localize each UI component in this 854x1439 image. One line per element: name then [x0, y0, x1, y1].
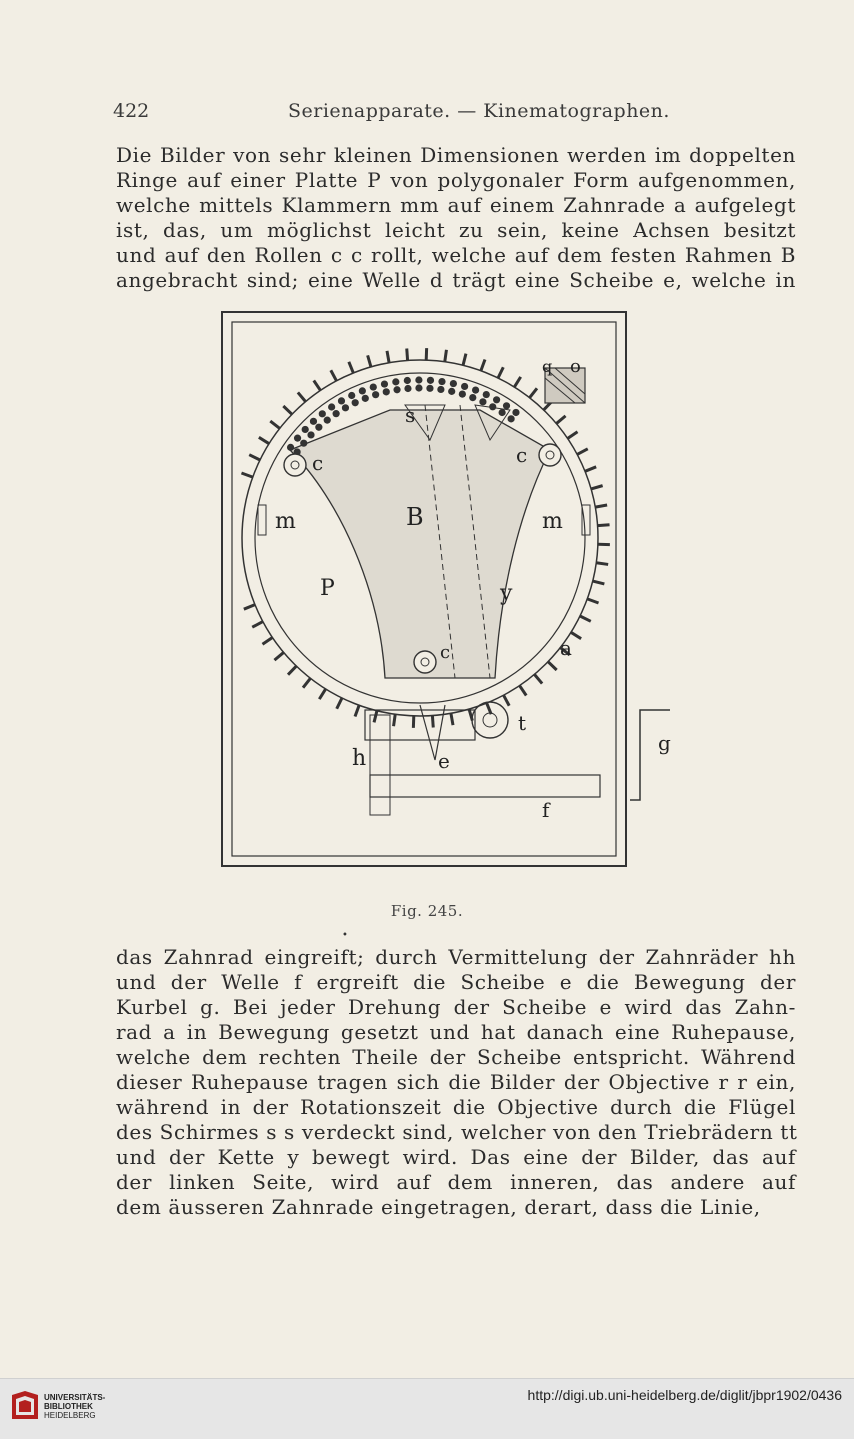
- roller-c-bottom: [414, 651, 436, 673]
- clamp-m-right: [582, 505, 590, 535]
- image-dot: [381, 380, 388, 387]
- image-dot: [415, 384, 422, 391]
- gear-tooth: [530, 388, 537, 397]
- label-m-left: m: [275, 509, 296, 534]
- gear-tooth: [407, 348, 408, 360]
- permalink-url[interactable]: http://digi.ub.uni-heidelberg.de/diglit/jbpr1902/0436: [528, 1387, 842, 1403]
- gear-tooth: [259, 437, 269, 443]
- gear-tooth: [241, 473, 252, 477]
- roller-c-right: [539, 444, 561, 466]
- gear-tooth: [577, 449, 588, 455]
- image-dot: [319, 410, 326, 417]
- image-dot: [499, 409, 506, 416]
- image-dot: [459, 391, 466, 398]
- logo-line: HEIDELBERG: [44, 1411, 105, 1420]
- image-dot: [493, 396, 500, 403]
- image-dot: [392, 378, 399, 385]
- gear-tooth: [288, 666, 296, 675]
- image-dot: [342, 404, 349, 411]
- text-line: und auf den Rollen c c rollt, welche auf dem festen Rahmen B: [116, 243, 796, 268]
- text-line: dieser Ruhepause tragen sich die Bilder der Objective r r ein,: [116, 1070, 796, 1095]
- image-dot: [300, 440, 307, 447]
- image-dot: [338, 397, 345, 404]
- gear-tooth: [283, 406, 292, 414]
- gear-tooth: [262, 638, 272, 645]
- text-line: das Zahnrad eingreift; durch Vermittelung der Zahnräder hh: [116, 945, 796, 970]
- image-dot: [438, 378, 445, 385]
- image-dot: [512, 409, 519, 416]
- page-number: 422: [113, 100, 149, 122]
- gear-tooth: [349, 362, 353, 373]
- logo-line: UNIVERSITÄTS-: [44, 1393, 105, 1402]
- text-line: angebracht sind; eine Welle d trägt eine Scheibe e, welche in: [116, 268, 796, 293]
- image-dot: [294, 435, 301, 442]
- gear-tooth: [394, 714, 396, 726]
- image-dot: [415, 376, 422, 383]
- image-dot: [333, 410, 340, 417]
- gear-tooth: [595, 505, 607, 507]
- gear-tooth: [314, 380, 321, 390]
- gear-tooth: [319, 689, 325, 699]
- image-dot: [469, 394, 476, 401]
- gear-tooth: [432, 716, 433, 728]
- label-h: h: [352, 746, 366, 771]
- viewer-footer: [0, 1378, 854, 1439]
- image-dot: [359, 387, 366, 394]
- logo-line: BIBLIOTHEK: [44, 1402, 105, 1411]
- text-line: welche mittels Klammern mm auf einem Zahnrade a aufgelegt: [116, 193, 796, 218]
- running-title: Serienapparate. — Kinematographen.: [288, 100, 670, 122]
- gear-tooth: [534, 674, 542, 683]
- label-e: e: [438, 749, 450, 773]
- label-q: q: [542, 357, 552, 376]
- gear-tooth: [331, 370, 337, 381]
- text-line: während in der Rotationszeit die Objective durch die Flügel: [116, 1095, 796, 1120]
- label-c-left: c: [312, 451, 323, 475]
- image-dot: [426, 385, 433, 392]
- image-dot: [310, 418, 317, 425]
- image-dot: [372, 391, 379, 398]
- text-line: dem äusseren Zahnrade eingetragen, derart, dass die Linie,: [116, 1195, 796, 1220]
- gear-tooth: [598, 525, 610, 526]
- library-logo[interactable]: [8, 1389, 118, 1429]
- image-dot: [302, 426, 309, 433]
- image-dot: [427, 377, 434, 384]
- image-dot: [508, 415, 515, 422]
- text-line: Ringe auf einer Platte P von polygonaler Form aufgenommen,: [116, 168, 796, 193]
- label-P: P: [320, 576, 335, 601]
- gear-tooth: [355, 705, 359, 716]
- shaft-f: [370, 775, 600, 797]
- gear-tooth: [596, 563, 608, 565]
- gear-h-stack: [370, 715, 390, 815]
- gear-tooth: [445, 350, 447, 362]
- gear-tooth: [244, 605, 255, 609]
- label-s: s: [405, 403, 415, 427]
- image-dot: [348, 392, 355, 399]
- gear-tooth: [274, 652, 283, 660]
- text-line: welche dem rechten Theile der Scheibe entspricht. Während: [116, 1045, 796, 1070]
- gear-tooth: [504, 695, 510, 706]
- gear-tooth: [481, 359, 485, 370]
- label-m-right: m: [542, 509, 563, 534]
- gear-tooth: [270, 421, 279, 428]
- text-line: und der Welle f ergreift die Scheibe e die Bewegung der: [116, 970, 796, 995]
- label-t: t: [518, 711, 526, 735]
- text-line: der linken Seite, wird auf dem inneren, das andere auf: [116, 1170, 796, 1195]
- printer-mark: •: [342, 930, 348, 941]
- label-a: a: [560, 636, 572, 660]
- gear-tooth: [451, 713, 453, 725]
- image-dot: [483, 391, 490, 398]
- gear-tooth: [568, 432, 578, 439]
- image-dot: [307, 431, 314, 438]
- image-dot: [450, 380, 457, 387]
- gear-tooth: [252, 622, 263, 628]
- text-line: Die Bilder von sehr kleinen Dimensionen werden im doppelten: [116, 143, 796, 168]
- gear-tooth: [548, 662, 557, 670]
- gear-tooth: [587, 599, 598, 603]
- image-dot: [315, 424, 322, 431]
- gear-tooth: [374, 711, 377, 723]
- image-dot: [324, 417, 331, 424]
- label-f: f: [542, 798, 551, 822]
- image-dot: [448, 388, 455, 395]
- gear-tooth: [368, 355, 371, 367]
- label-B: B: [406, 503, 424, 531]
- text-line: des Schirmes s s verdeckt sind, welcher von den Triebrädern tt: [116, 1120, 796, 1145]
- gear-tooth: [498, 367, 503, 378]
- gear-tooth: [298, 392, 306, 401]
- image-dot: [370, 383, 377, 390]
- label-o: o: [570, 356, 581, 377]
- frame-B-plate: [290, 410, 550, 678]
- figure-caption: Fig. 245.: [0, 902, 854, 920]
- image-dot: [461, 383, 468, 390]
- image-dot: [472, 387, 479, 394]
- paragraph-top: [116, 143, 796, 293]
- paragraph-bottom: [116, 945, 796, 1220]
- label-g: g: [658, 731, 671, 755]
- gear-tooth: [556, 416, 565, 424]
- figure-245-kinematograph-diagram: [220, 310, 628, 868]
- gear-tooth: [463, 354, 466, 366]
- image-dot: [437, 386, 444, 393]
- label-y: y: [499, 581, 513, 606]
- gear-tooth: [571, 632, 581, 638]
- gear-tooth: [337, 698, 342, 709]
- image-dot: [383, 388, 390, 395]
- image-dot: [362, 395, 369, 402]
- text-line: und der Kette y bewegt wird. Das eine der Bilder, das auf: [116, 1145, 796, 1170]
- image-dot: [352, 399, 359, 406]
- text-line: ist, das, um möglichst leicht zu sein, keine Achsen besitzt: [116, 218, 796, 243]
- label-c-right: c: [516, 443, 527, 467]
- gear-tooth: [591, 486, 603, 489]
- text-line: rad a in Bewegung gesetzt und hat danach eine Ruhepause,: [116, 1020, 796, 1045]
- text-line: Kurbel g. Bei jeder Drehung der Scheibe e wird das Zahn-: [116, 995, 796, 1020]
- roller-c-left: [284, 454, 306, 476]
- image-dot: [404, 385, 411, 392]
- image-dot: [328, 403, 335, 410]
- image-dot: [287, 444, 294, 451]
- image-dot: [503, 402, 510, 409]
- image-dot: [479, 398, 486, 405]
- clamp-m-left: [258, 505, 266, 535]
- gear-tooth: [514, 377, 520, 387]
- gear-tooth: [387, 351, 389, 363]
- sprocket-t-hub: [483, 713, 497, 727]
- running-head: [113, 100, 793, 128]
- image-dot: [404, 377, 411, 384]
- label-c-bottom: c: [440, 642, 450, 663]
- gear-tooth: [585, 467, 596, 471]
- gear-tooth: [303, 678, 310, 687]
- crank-g: [630, 710, 670, 800]
- gear-tooth: [487, 703, 491, 714]
- gear-tooth: [593, 581, 605, 584]
- gear-tooth: [520, 686, 527, 696]
- image-dot: [393, 386, 400, 393]
- gear-tooth: [249, 455, 260, 460]
- gear-tooth: [580, 616, 591, 621]
- library-logo-icon: [8, 1389, 42, 1423]
